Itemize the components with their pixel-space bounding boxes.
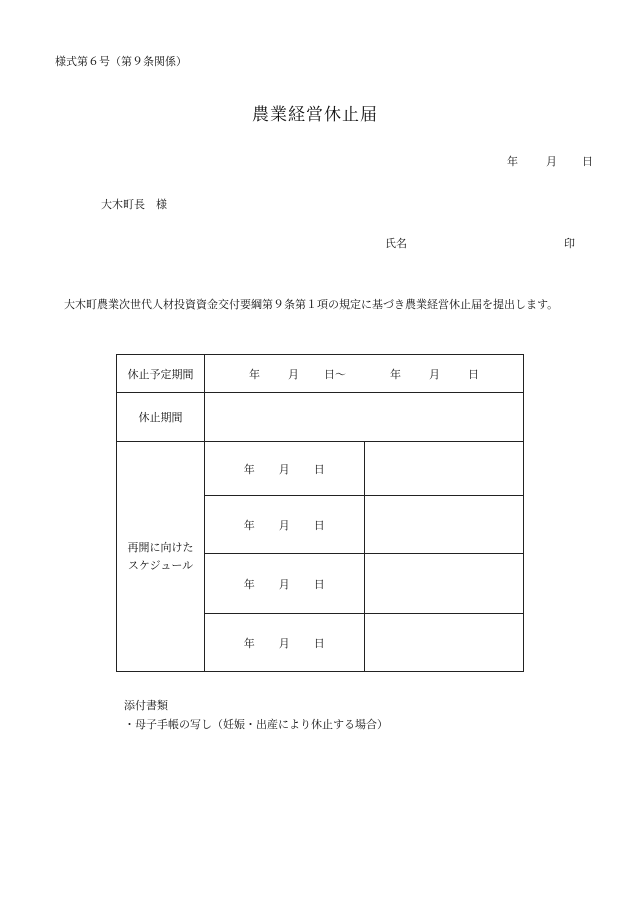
suspension-period-field[interactable]: [205, 393, 524, 442]
schedule-row: [117, 442, 524, 496]
period-separator: 〜: [335, 367, 346, 381]
planned-period-row: [117, 355, 524, 393]
schedule-date-field[interactable]: 年 月 日: [205, 496, 365, 554]
attachment-item: ・母子手帳の写し（妊娠・出産により休止する場合）: [124, 718, 388, 731]
attachments-title: 添付書類: [124, 699, 168, 712]
start-day: 日: [324, 367, 335, 381]
schedule-label: 再開に向けた スケジュール: [117, 442, 205, 672]
applicant-name-label: 氏名: [385, 237, 407, 250]
start-year: 年: [249, 367, 260, 381]
schedule-content-field[interactable]: [364, 614, 524, 672]
body-text: 大木町農業次世代人材投資資金交付要綱第９条第１項の規定に基づき農業経営休止届を提出します。: [64, 298, 559, 311]
date-day: 日: [582, 155, 593, 168]
end-year: 年: [390, 367, 401, 381]
form-number: 様式第６号（第９条関係）: [55, 55, 187, 68]
schedule-date-field[interactable]: 年 月 日: [205, 614, 365, 672]
end-day: 日: [468, 367, 479, 381]
schedule-content-field[interactable]: [364, 496, 524, 554]
schedule-date-field[interactable]: 年 月 日: [205, 554, 365, 614]
start-month: 月: [288, 367, 299, 381]
date-year: 年: [507, 155, 518, 168]
suspension-period-label: 休止期間: [117, 393, 205, 442]
end-month: 月: [429, 367, 440, 381]
submission-date: [507, 153, 593, 169]
addressee: 大木町長 様: [101, 198, 167, 211]
planned-period-field[interactable]: [205, 355, 524, 393]
date-month: 月: [546, 155, 557, 168]
suspension-table: [116, 354, 524, 672]
document-title: 農業経営休止届: [252, 105, 378, 125]
schedule-content-field[interactable]: [364, 442, 524, 496]
schedule-content-field[interactable]: [364, 554, 524, 614]
suspension-period-row: [117, 393, 524, 442]
seal-label: 印: [564, 237, 575, 250]
schedule-date-field[interactable]: 年 月 日: [205, 442, 365, 496]
planned-period-label: 休止予定期間: [117, 355, 205, 393]
